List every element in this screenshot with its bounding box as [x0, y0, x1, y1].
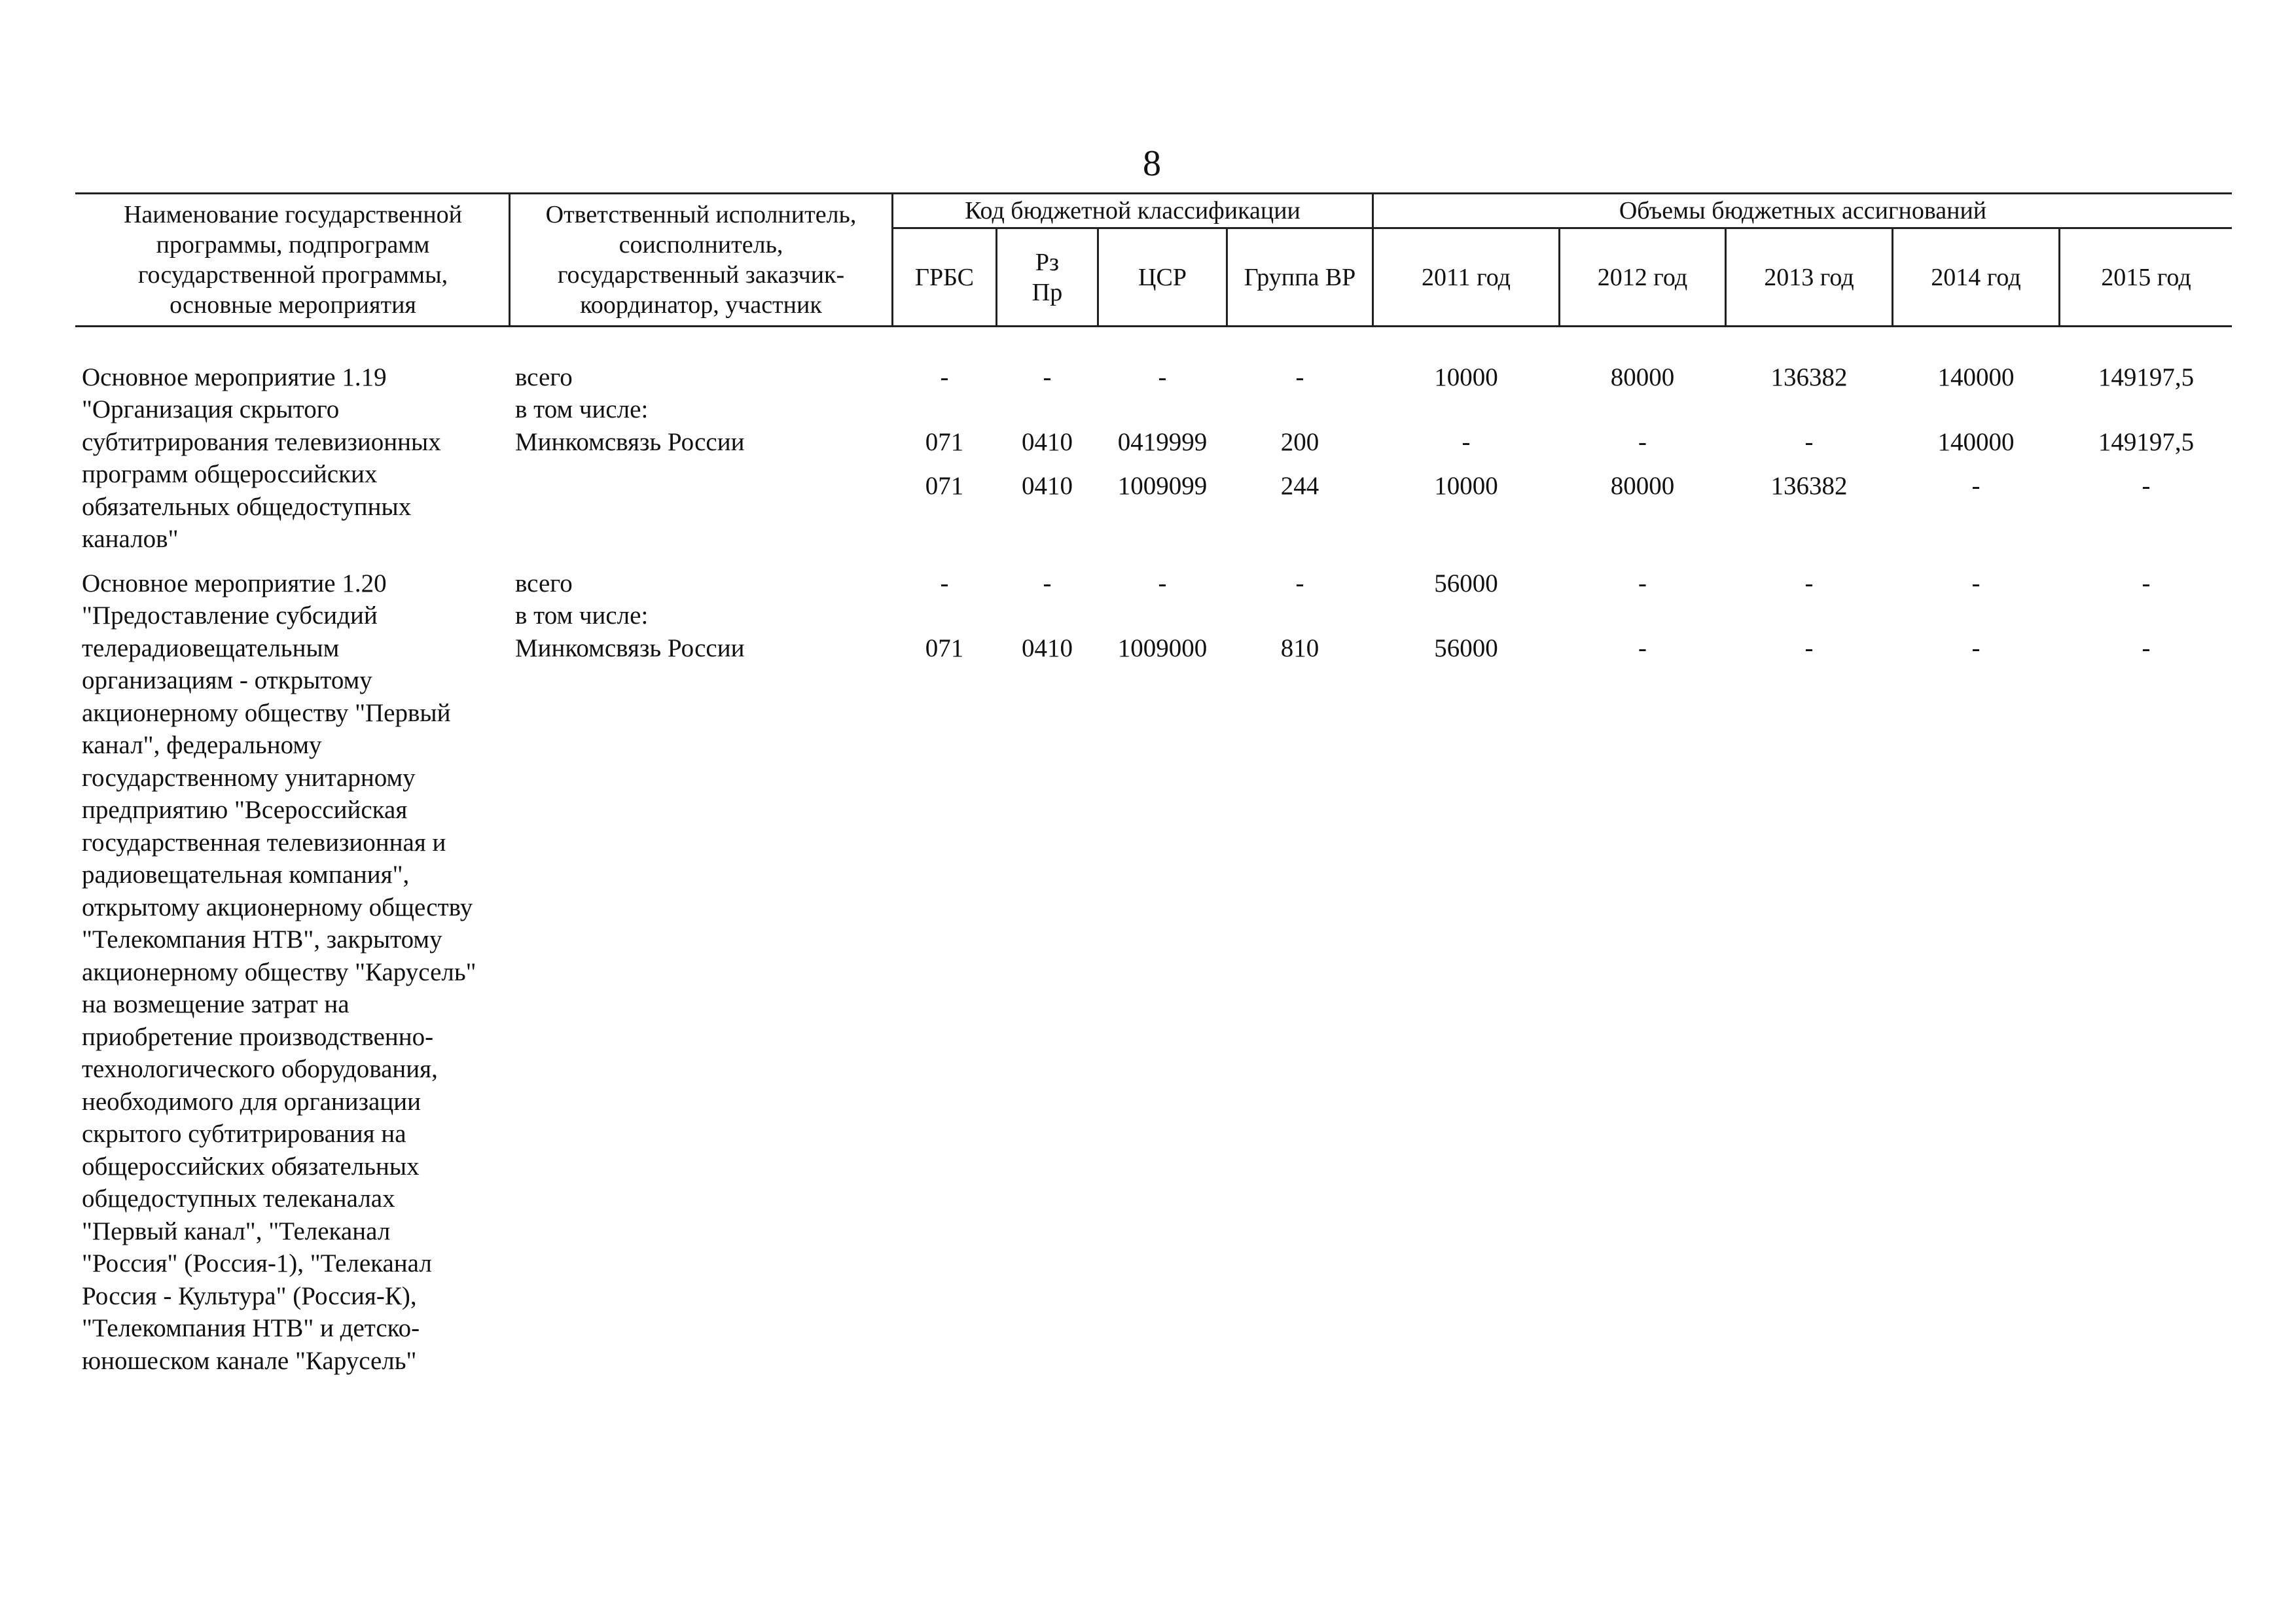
y2013-cell: - [1804, 569, 1814, 597]
y2012-cell: - [1638, 634, 1647, 662]
y2015-cell: - [2142, 472, 2151, 500]
measure-name-line: государственному унитарному [82, 764, 416, 792]
rzpr-cell: - [1043, 569, 1052, 597]
executor-cell: Минкомсвязь России [515, 428, 745, 456]
rzpr-cell: 0410 [1022, 428, 1073, 456]
vr-cell: 244 [1280, 472, 1319, 500]
y2012-cell: 80000 [1610, 363, 1675, 391]
executor-cell: всего [515, 363, 573, 391]
grbs-cell: 071 [925, 634, 964, 662]
executor-cell: Минкомсвязь России [515, 634, 745, 662]
measure-name-line: юношеском канале "Карусель" [82, 1347, 417, 1375]
y2011-cell: 10000 [1434, 363, 1498, 391]
measure-name-line: необходимого для организации [82, 1088, 421, 1116]
y2014-cell: - [1971, 472, 1981, 500]
measure-name-line: "Телекомпания НТВ", закрытому [82, 925, 442, 954]
y2013-cell: - [1804, 428, 1814, 456]
rzpr-cell: 0410 [1022, 634, 1073, 662]
header-budget-volumes: Объемы бюджетных ассигнований [1619, 197, 1987, 224]
measure-name-line: общероссийских обязательных [82, 1152, 420, 1181]
y2013-cell: 136382 [1770, 472, 1848, 500]
csr-cell: 0419999 [1117, 428, 1208, 456]
measure-name-line: открытому акционерному обществу [82, 893, 473, 921]
y2015-cell: - [2142, 569, 2151, 597]
csr-cell: 1009099 [1117, 472, 1208, 500]
y2011-cell: 56000 [1434, 569, 1498, 597]
executor-cell: всего [515, 569, 573, 597]
y2015-cell: - [2142, 634, 2151, 662]
executor-cell: в том числе: [515, 395, 649, 423]
header-name: Наименование государственной программы, подпрограмм государственной программы, основные мероприятия [123, 201, 463, 319]
vr-cell: - [1295, 569, 1304, 597]
vr-cell: - [1295, 363, 1304, 391]
header-year-2014: 2014 год [1931, 263, 2021, 291]
csr-cell: - [1158, 363, 1167, 391]
y2014-cell: 140000 [1937, 428, 2015, 456]
y2014-cell: - [1971, 569, 1981, 597]
measure-name-line: Основное мероприятие 1.20 [82, 569, 387, 597]
header-executor: Ответственный исполнитель, соисполнитель, государственный заказчик-координатор, участник [545, 201, 857, 319]
y2011-cell: 56000 [1434, 634, 1498, 662]
y2012-cell: - [1638, 428, 1647, 456]
header-year-2013: 2013 год [1764, 263, 1854, 291]
measure-name-line: "Организация скрытого [82, 395, 340, 423]
y2014-cell: 140000 [1937, 363, 2015, 391]
measure-name-line: субтитрирования телевизионных [82, 428, 441, 456]
y2014-cell: - [1971, 634, 1981, 662]
header-csr: ЦСР [1138, 263, 1187, 291]
measure-name-line: Основное мероприятие 1.19 [82, 363, 387, 391]
vr-cell: 810 [1280, 634, 1319, 662]
header-rzpr: Рз Пр [1031, 248, 1063, 306]
measure-name-line: организациям - открытому [82, 666, 372, 694]
y2011-cell: - [1462, 428, 1471, 456]
measure-name-line: общедоступных телеканалах [82, 1185, 395, 1213]
grbs-cell: 071 [925, 472, 964, 500]
measure-name-line: "Первый канал", "Телеканал [82, 1217, 391, 1245]
csr-cell: - [1158, 569, 1167, 597]
measure-name-line: государственная телевизионная и [82, 829, 446, 857]
measure-name-line: предприятию "Всероссийская [82, 796, 408, 824]
executor-cell: в том числе: [515, 601, 649, 630]
header-budget-code: Код бюджетной классификации [965, 197, 1300, 224]
measure-name-line: "Предоставление субсидий [82, 601, 378, 630]
y2011-cell: 10000 [1434, 472, 1498, 500]
measure-name-line: акционерному обществу "Карусель" [82, 958, 476, 986]
measure-name-line: канал", федеральному [82, 731, 322, 759]
page-number: 8 [1143, 143, 1161, 184]
y2012-cell: - [1638, 569, 1647, 597]
measure-name-line: приобретение производственно- [82, 1023, 434, 1051]
measure-name-line: акционерному обществу "Первый [82, 699, 451, 727]
measure-name-line: "Телекомпания НТВ" и детско- [82, 1314, 420, 1342]
y2015-cell: 149197,5 [2098, 428, 2195, 456]
csr-cell: 1009000 [1117, 634, 1208, 662]
header-year-2011: 2011 год [1422, 263, 1511, 291]
vr-cell: 200 [1280, 428, 1319, 456]
rzpr-cell: - [1043, 363, 1052, 391]
measure-name-line: телерадиовещательным [82, 634, 340, 662]
grbs-cell: - [940, 569, 949, 597]
measure-name-line: радиовещательная компания", [82, 861, 410, 889]
header-group-vr: Группа ВР [1244, 263, 1356, 291]
measure-name-line: скрытого субтитрирования на [82, 1120, 406, 1148]
y2013-cell: - [1804, 634, 1814, 662]
header-year-2015: 2015 год [2101, 263, 2191, 291]
header-bottom-line [75, 325, 2232, 327]
measure-name-line: программ общероссийских [82, 460, 378, 488]
y2012-cell: 80000 [1610, 472, 1675, 500]
measure-name-line: на возмещение затрат на [82, 990, 350, 1018]
y2013-cell: 136382 [1770, 363, 1848, 391]
y2015-cell: 149197,5 [2098, 363, 2195, 391]
header-grbs: ГРБС [914, 263, 974, 291]
header-year-2012: 2012 год [1597, 263, 1688, 291]
measure-name-line: каналов" [82, 525, 179, 553]
grbs-cell: - [940, 363, 949, 391]
measure-name-line: "Россия" (Россия-1), "Телеканал [82, 1249, 432, 1277]
rzpr-cell: 0410 [1022, 472, 1073, 500]
measure-name-line: обязательных общедоступных [82, 493, 412, 521]
measure-name-line: Россия - Культура" (Россия-К), [82, 1282, 417, 1310]
measure-name-line: технологического оборудования, [82, 1055, 438, 1083]
grbs-cell: 071 [925, 428, 964, 456]
